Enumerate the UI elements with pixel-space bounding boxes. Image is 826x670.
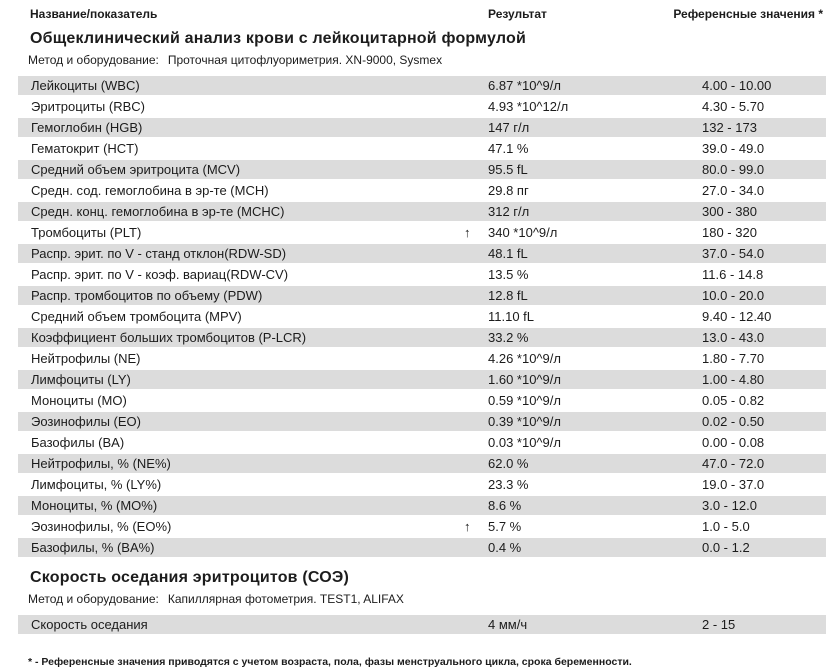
row-name: Лимфоциты (LY) xyxy=(31,372,131,387)
row-result: 11.10 fL xyxy=(488,309,535,324)
row-result: 0.4 % xyxy=(488,540,522,555)
column-header-reference: Референсные значения * xyxy=(673,7,823,21)
row-result: 13.5 % xyxy=(488,267,529,282)
table-row xyxy=(18,538,826,557)
section-rows xyxy=(0,615,826,634)
row-result: 147 г/л xyxy=(488,120,530,135)
row-reference: 11.6 - 14.8 xyxy=(702,267,764,282)
row-result: 4 мм/ч xyxy=(488,617,528,632)
method-value: Проточная цитофлуориметрия. XN-9000, Sysmex xyxy=(167,53,443,67)
table-row xyxy=(18,97,826,116)
row-name: Нейтрофилы (NE) xyxy=(31,351,141,366)
row-name: Тромбоциты (PLT) xyxy=(31,225,142,240)
table-header xyxy=(0,0,826,26)
row-result: 12.8 fL xyxy=(488,288,528,303)
row-result: 6.87 *10^9/л xyxy=(488,78,561,93)
row-reference: 0.0 - 1.2 xyxy=(702,540,750,555)
row-result: 29.8 пг xyxy=(488,183,529,198)
row-reference: 9.40 - 12.40 xyxy=(702,309,772,324)
row-name: Лейкоциты (WBC) xyxy=(31,78,140,93)
row-name: Распр. эрит. по V - станд отклон(RDW-SD) xyxy=(31,246,287,261)
row-reference: 3.0 - 12.0 xyxy=(702,498,757,513)
row-result: 8.6 % xyxy=(488,498,522,513)
method-label: Метод и оборудование: xyxy=(28,53,159,67)
row-result: 0.59 *10^9/л xyxy=(488,393,561,408)
table-row xyxy=(18,454,826,473)
report-section xyxy=(0,569,826,634)
table-row xyxy=(18,181,826,200)
row-name: Средний объем эритроцита (MCV) xyxy=(31,162,241,177)
row-name: Средн. сод. гемоглобина в эр-те (MCH) xyxy=(31,183,269,198)
table-row xyxy=(18,349,826,368)
row-name: Средн. конц. гемоглобина в эр-те (MCHC) xyxy=(31,204,285,219)
row-reference: 132 - 173 xyxy=(702,120,757,135)
section-rows xyxy=(0,76,826,557)
row-result: 340 *10^9/л xyxy=(488,225,558,240)
row-result: 5.7 % xyxy=(488,519,522,534)
row-name: Нейтрофилы, % (NE%) xyxy=(31,456,171,471)
method-value: Капиллярная фотометрия. TEST1, ALIFAX xyxy=(167,592,404,606)
row-name: Моноциты, % (MO%) xyxy=(31,498,158,513)
table-row xyxy=(18,433,826,452)
method-line xyxy=(28,592,826,606)
table-row xyxy=(18,307,826,326)
reference-footnote: * - Референсные значения приводятся с учетом возраста, пола, фазы менструального цикла, срока беременности. xyxy=(28,656,632,668)
row-reference: 4.00 - 10.00 xyxy=(702,78,772,93)
table-row xyxy=(18,202,826,221)
table-row xyxy=(18,286,826,305)
row-name: Моноциты (MO) xyxy=(31,393,127,408)
method-label: Метод и оборудование: xyxy=(28,592,159,606)
row-name: Коэффициент больших тромбоцитов (P-LCR) xyxy=(31,330,307,345)
table-row xyxy=(18,76,826,95)
table-row xyxy=(18,391,826,410)
table-row xyxy=(18,496,826,515)
section-title: Общеклинический анализ крови с лейкоцитарной формулой xyxy=(30,30,527,47)
table-row xyxy=(18,412,826,431)
row-name: Лимфоциты, % (LY%) xyxy=(31,477,162,492)
row-reference: 1.0 - 5.0 xyxy=(702,519,750,534)
row-reference: 180 - 320 xyxy=(702,225,757,240)
table-row xyxy=(18,517,826,536)
row-reference: 1.80 - 7.70 xyxy=(702,351,765,366)
row-reference: 80.0 - 99.0 xyxy=(702,162,765,177)
row-result: 33.2 % xyxy=(488,330,529,345)
row-result: 4.93 *10^12/л xyxy=(488,99,569,114)
table-row xyxy=(18,223,826,242)
row-result: 95.5 fL xyxy=(488,162,528,177)
row-reference: 0.02 - 0.50 xyxy=(702,414,765,429)
row-reference: 47.0 - 72.0 xyxy=(702,456,765,471)
table-row xyxy=(18,265,826,284)
row-result: 62.0 % xyxy=(488,456,529,471)
row-reference: 300 - 380 xyxy=(702,204,757,219)
row-result: 48.1 fL xyxy=(488,246,528,261)
row-reference: 2 - 15 xyxy=(702,617,736,632)
row-name: Распр. эрит. по V - коэф. вариац(RDW-CV) xyxy=(31,267,289,282)
report-sections xyxy=(0,30,826,634)
row-name: Эритроциты (RBC) xyxy=(31,99,145,114)
row-result: 0.03 *10^9/л xyxy=(488,435,561,450)
row-result: 4.26 *10^9/л xyxy=(488,351,561,366)
row-result: 312 г/л xyxy=(488,204,530,219)
row-name: Эозинофилы (EO) xyxy=(31,414,141,429)
row-result: 23.3 % xyxy=(488,477,529,492)
section-title: Скорость оседания эритроцитов (СОЭ) xyxy=(30,569,349,586)
row-name: Базофилы (BA) xyxy=(31,435,125,450)
row-reference: 0.00 - 0.08 xyxy=(702,435,765,450)
row-name: Гематокрит (HCT) xyxy=(31,141,139,156)
row-reference: 13.0 - 43.0 xyxy=(702,330,765,345)
row-name: Распр. тромбоцитов по объему (PDW) xyxy=(31,288,263,303)
row-name: Скорость оседания xyxy=(31,617,148,632)
row-result: 0.39 *10^9/л xyxy=(488,414,561,429)
row-name: Базофилы, % (BA%) xyxy=(31,540,155,555)
row-name: Средний объем тромбоцита (MPV) xyxy=(31,309,242,324)
row-reference: 27.0 - 34.0 xyxy=(702,183,765,198)
row-reference: 19.0 - 37.0 xyxy=(702,477,765,492)
report-section xyxy=(0,30,826,557)
flag-up-icon: ↑ xyxy=(464,519,471,534)
row-reference: 10.0 - 20.0 xyxy=(702,288,765,303)
row-reference: 39.0 - 49.0 xyxy=(702,141,765,156)
row-reference: 1.00 - 4.80 xyxy=(702,372,765,387)
row-reference: 0.05 - 0.82 xyxy=(702,393,765,408)
row-result: 47.1 % xyxy=(488,141,529,156)
column-header-result: Результат xyxy=(488,7,547,21)
row-name: Гемоглобин (HGB) xyxy=(31,120,143,135)
row-reference: 37.0 - 54.0 xyxy=(702,246,765,261)
table-row xyxy=(18,615,826,634)
table-row xyxy=(18,160,826,179)
row-reference: 4.30 - 5.70 xyxy=(702,99,765,114)
table-row xyxy=(18,370,826,389)
table-row xyxy=(18,475,826,494)
method-line xyxy=(28,53,826,67)
row-name: Эозинофилы, % (EO%) xyxy=(31,519,172,534)
table-row xyxy=(18,118,826,137)
table-row xyxy=(18,139,826,158)
table-row xyxy=(18,328,826,347)
flag-up-icon: ↑ xyxy=(464,225,471,240)
row-result: 1.60 *10^9/л xyxy=(488,372,561,387)
table-row xyxy=(18,244,826,263)
column-header-name: Название/показатель xyxy=(30,7,158,21)
